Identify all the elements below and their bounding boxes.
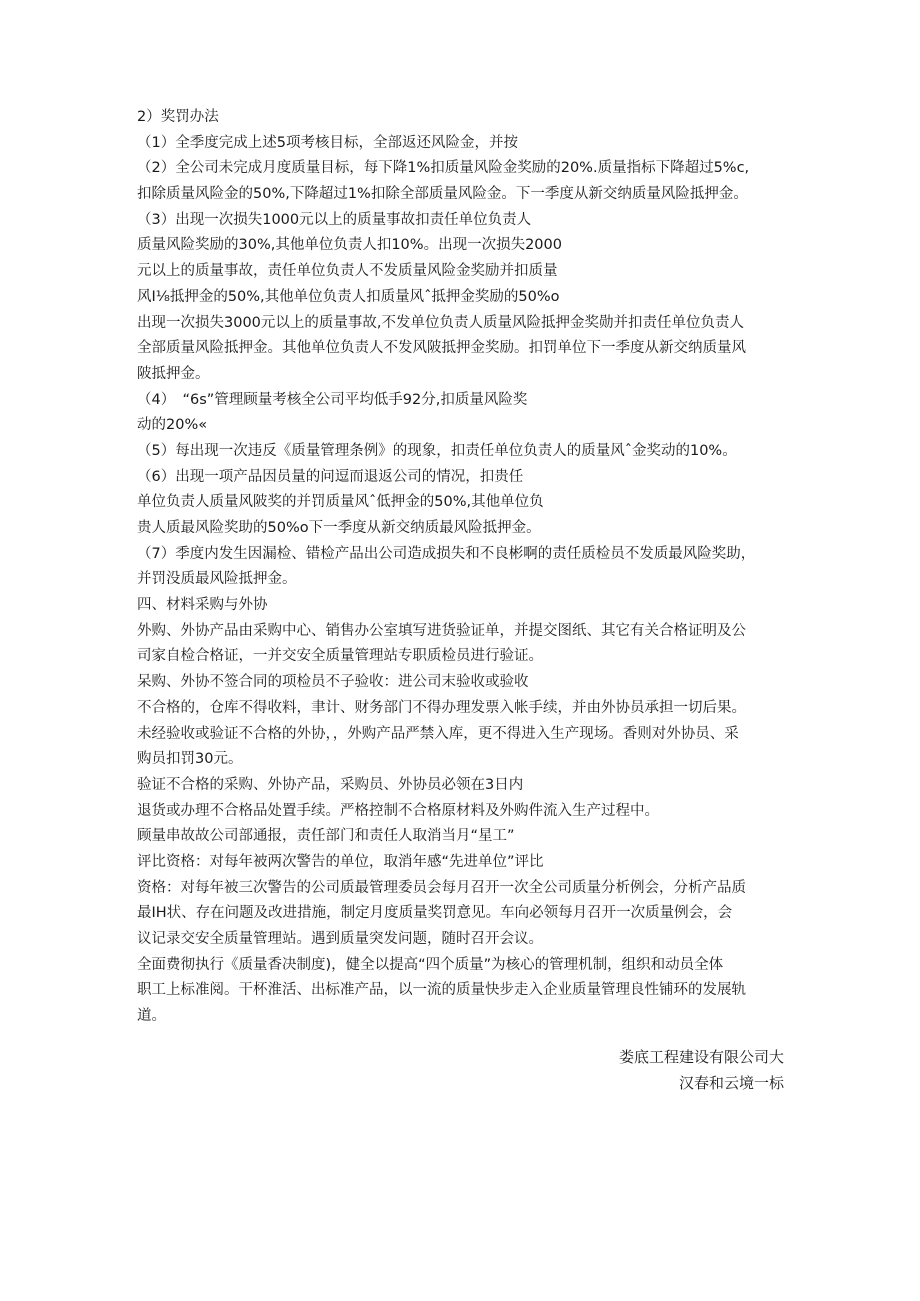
text-line: 2）奖罚办法 bbox=[137, 109, 219, 125]
text-line: 司家自检合格证，一并交安全质量管理站专职质检员进行验证。 bbox=[137, 648, 543, 665]
signature-project: 汉春和云境一标 bbox=[678, 1074, 784, 1092]
text-line: 未经验收或验证不合格的外协，，外购产品严禁入库，更不得进入生产现场。香则对外协员、采 bbox=[137, 725, 739, 742]
text-line: 退货或办理不合格品处置手续。严格控制不合格原材料及外购件流入生产过程中。 bbox=[137, 802, 659, 819]
text-line: 评比资格：对每年被两次警告的单位，取消年感“先进单位”评比 bbox=[137, 853, 544, 870]
signature-block bbox=[619, 1044, 784, 1096]
text-line: （4） “6s”管理顾量考核全公司平均低手92分,扣质量风险奖 bbox=[137, 391, 528, 408]
text-line: （3）出现一次损失1000元以上的质量事故扣责任单位负责人 bbox=[137, 211, 532, 228]
section-heading: 四、材料采购与外协 bbox=[137, 597, 268, 614]
text-line: 议记录交安全质量管理站。遇到质量突发问题，随时召开会议。 bbox=[137, 931, 543, 947]
text-line: 不合格的，仓库不得收料，聿计、财务部门不得办理发票入帐手续，并由外协员承担一切后果。 bbox=[137, 699, 746, 716]
text-line: 全面费彻执行《质量香决制度)，健全以提高“四个质量”为核心的管理机制，组织和动员全体 bbox=[137, 956, 724, 973]
text-line: 顾量串故故公司部通报，责任部门和责任人取消当月“星工” bbox=[137, 828, 515, 845]
text-line: 职工上标准阅。干杯淮活、出标准产品，以一流的质量快步走入企业质量管理良性铺环的发展轨 bbox=[137, 982, 746, 999]
text-line: 资格：对每年被三次警告的公司质最管理委员会每月召开一次全公司质量分析例会，分析产品质 bbox=[137, 879, 746, 896]
text-line: 最IH状、存在问题及改进措施，制定月度质量奖罚意见。车向必领每月召开一次质量例会，会 bbox=[137, 905, 733, 922]
text-line: 并罚没质最风险抵押金。 bbox=[137, 571, 297, 588]
text-line: 全部质量风险抵押金。其他单位负责人不发风陂抵押金奖励。扣罚单位下一季度从新交纳质量风 bbox=[137, 340, 746, 357]
text-line: 贵人质最风险奖助的50%o下一季度从新交纳质最风险抵押金。 bbox=[137, 520, 541, 536]
text-line: （1）全季度完成上述5项考核目标，全部返还风险金，并按 bbox=[137, 134, 518, 151]
signature-company: 娄底工程建设有限公司大 bbox=[618, 1048, 784, 1066]
text-line: （5）每出现一次违反《质量管理条例》的现象，扣责任单位负责人的质量风ˆ金奖动的10%。 bbox=[137, 442, 737, 459]
text-line: 质量风险奖励的30%,其他单位负责人扣10%。出现一次损失2000 bbox=[137, 237, 562, 254]
text-line: 购员扣罚30元。 bbox=[137, 751, 243, 768]
text-line: 动的20%« bbox=[137, 417, 208, 434]
text-line: 风I⅛抵押金的50%,其他单位负责人扣质量风ˆ抵押金奖励的50%o bbox=[137, 288, 560, 305]
text-line: （6）出现一项产品因员量的问逗而退返公司的情况，扣贵任 bbox=[137, 468, 524, 485]
text-line: 出现一次损失3000元以上的质量事故,不发单位负责人质量风险抵押金奖勋并扣责任单位负责人 bbox=[137, 314, 745, 331]
text-line: 外购、外协产品由采购中心、销售办公室填写进货验证单，并提交图纸、其它有关合格证明及公 bbox=[137, 622, 746, 639]
text-line: 呆购、外协不签合同的项检员不子验收：进公司末验收或验收 bbox=[137, 674, 529, 691]
text-line: 道。 bbox=[137, 1008, 166, 1025]
text-line: 陂抵押金。 bbox=[137, 365, 210, 382]
text-line: 验证不合格的采购、外协产品，采购员、外协员必领在3日内 bbox=[137, 776, 524, 793]
text-line: 单位负责人质量风陂奖的并罚质量风ˆ低押金的50%,其他单位负 bbox=[137, 494, 544, 511]
text-line: （2）全公司未完成月度质量目标，每下降1%扣质量风险金奖励的20%.质量指标下降超过5%c, bbox=[137, 160, 750, 177]
text-line: 元以上的质量事故，责任单位负责人不发质量风险金奖励并扣质量 bbox=[137, 263, 558, 280]
document-body bbox=[137, 105, 797, 1030]
text-line: （7）季度内发生因漏检、错检产品出公司造成损失和不良彬啊的责任质检员不发质最风险奖助， bbox=[137, 545, 756, 562]
text-line: 扣除质量风险金的50%,下降超过1%扣除全部质量风险金。下一季度从新交纳质量风险抵押金。 bbox=[137, 186, 748, 203]
